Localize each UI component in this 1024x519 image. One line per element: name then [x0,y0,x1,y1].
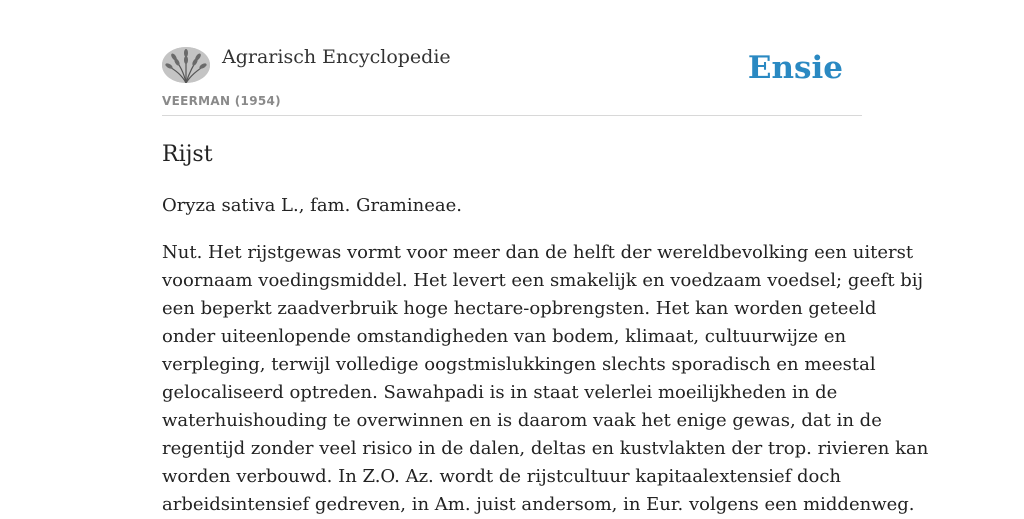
entry-body [162,239,929,519]
book-author: VEERMAN (1954) [162,94,281,108]
body-line: regentijd zonder veel risico in de dalen, deltas en kustvlakten der trop. rivieren kan [162,438,929,459]
body-line: gelocaliseerd optreden. Sawahpadi is in staat velerlei moeilijkheden in de [162,382,838,403]
body-line: Nut. Het rijstgewas vormt voor meer dan de helft der wereldbevolking een uiterst [162,242,914,263]
body-line: onder uiteenlopende omstandigheden van bodem, klimaat, cultuurwijze en [162,326,847,347]
entry-title: Rijst [162,142,213,167]
brand-logo[interactable]: Ensie [747,50,843,86]
wheat-ears-thumbnail-icon[interactable] [162,47,210,83]
body-line: arbeidsintensief gedreven, in Am. juist andersom, in Eur. volgens een middenweg. [162,494,915,515]
body-line: een beperkt zaadverbruik hoge hectare-opbrengsten. Het kan worden geteeld [162,298,877,319]
page-content [162,44,929,519]
page-header [162,44,862,116]
wheat-ears-icon [162,47,210,83]
book-title[interactable]: Agrarisch Encyclopedie [222,46,451,68]
body-line: worden verbouwd. In Z.O. Az. wordt de rijstcultuur kapitaalextensief doch [162,466,842,487]
body-line: waterhuishouding te overwinnen en is daarom vaak het enige gewas, dat in de [162,410,882,431]
body-line: verpleging, terwijl volledige oogstmislukkingen slechts sporadisch en meestal [162,354,876,375]
body-line: voornaam voedingsmiddel. Het levert een smakelijk en voedzaam voedsel; geeft bij [162,270,924,291]
entry-subtitle: Oryza sativa L., fam. Gramineae. [162,195,462,216]
